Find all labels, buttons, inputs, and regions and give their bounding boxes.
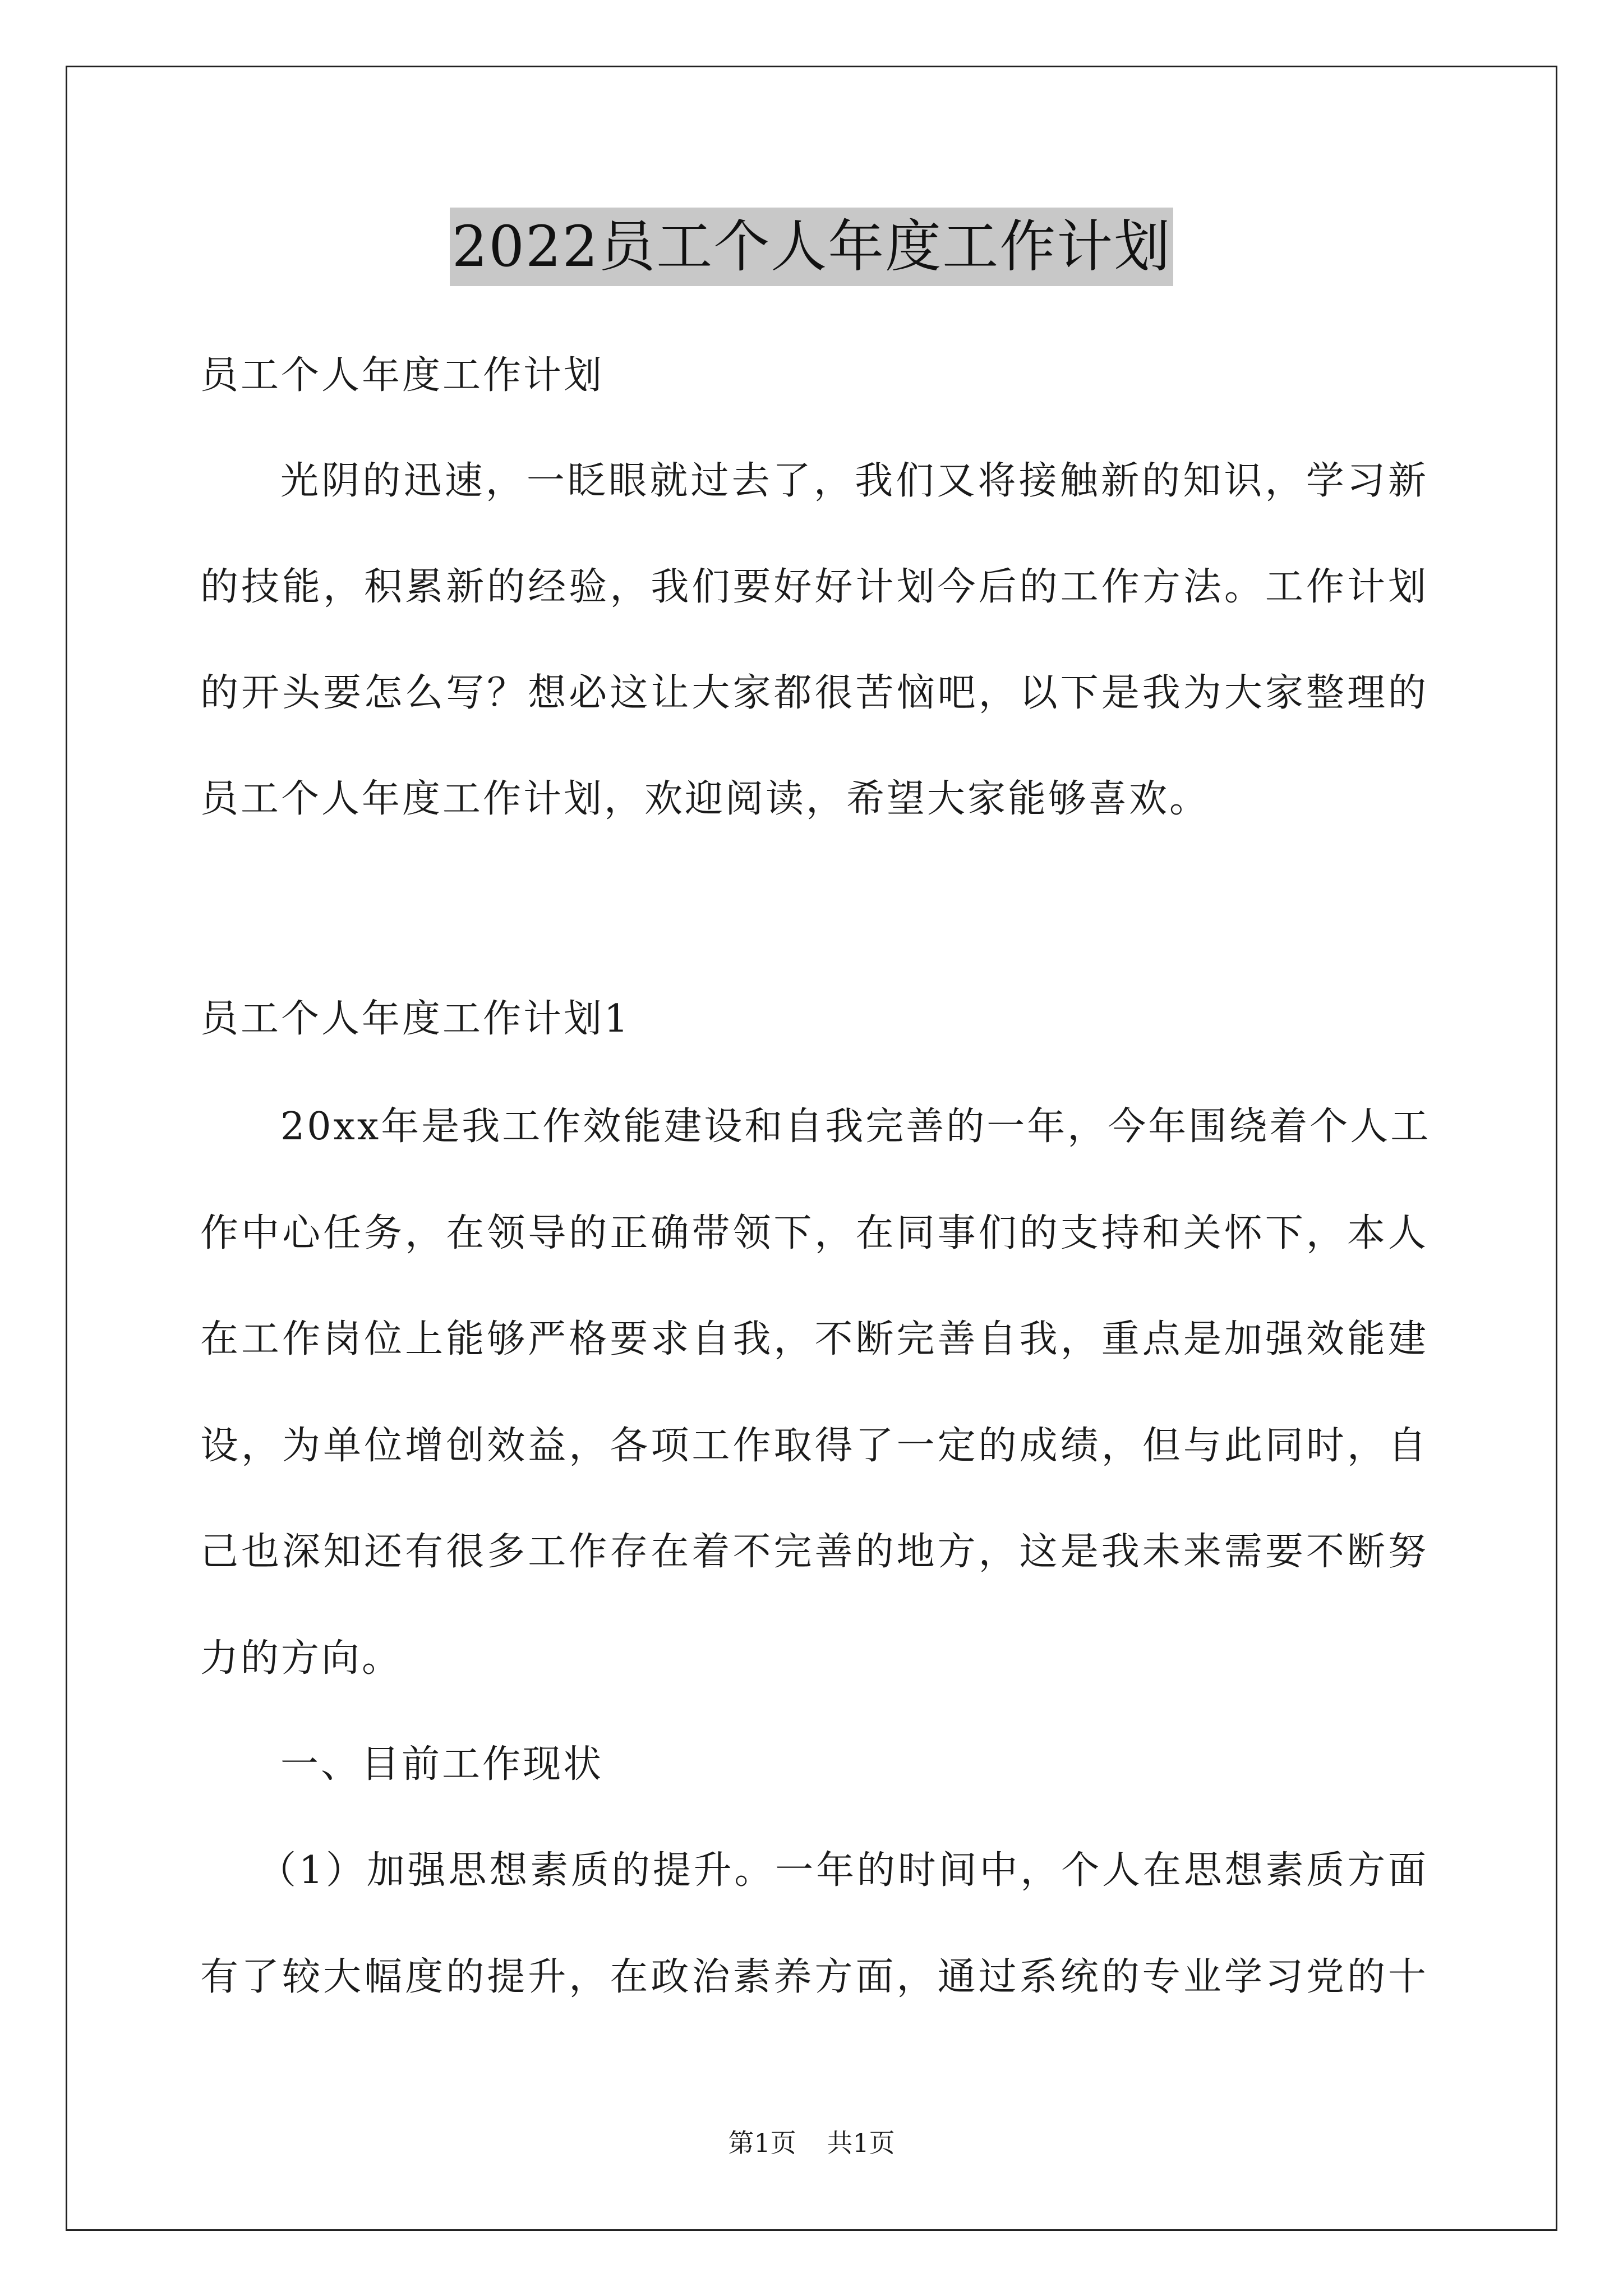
- section-line: 设，为单位增创效益，各项工作取得了一定的成绩，但与此同时，自: [200, 1424, 1428, 1468]
- page-total: 共1页: [827, 2128, 895, 2158]
- intro-line: 光阴的迅速，一眨眼就过去了，我们又将接触新的知识，学习新: [280, 459, 1428, 503]
- document-title: 2022员工个人年度工作计划: [450, 208, 1174, 286]
- item-line: （1）加强思想素质的提升。一年的时间中，个人在思想素质方面: [258, 1848, 1428, 1893]
- item-line: 有了较大幅度的提升，在政治素养方面，通过系统的专业学习党的十: [200, 1955, 1428, 1999]
- section-line: 力的方向。: [200, 1636, 403, 1681]
- intro-line: 的开头要怎么写？想必这让大家都很苦恼吧，以下是我为大家整理的: [200, 671, 1428, 715]
- title-container: [0, 208, 1623, 286]
- section-line: 己也深知还有很多工作存在着不完善的地方，这是我未来需要不断努: [200, 1530, 1428, 1574]
- page-footer: [0, 2126, 1623, 2160]
- section-line: 作中心任务，在领导的正确带领下，在同事们的支持和关怀下，本人: [200, 1211, 1428, 1255]
- intro-line: 员工个人年度工作计划，欢迎阅读，希望大家能够喜欢。: [200, 777, 1210, 821]
- section-line: 20xx年是我工作效能建设和自我完善的一年，今年围绕着个人工: [280, 1105, 1431, 1149]
- section-line: 在工作岗位上能够严格要求自我，不断完善自我，重点是加强效能建: [200, 1317, 1428, 1361]
- subheading: 一、目前工作现状: [280, 1742, 604, 1787]
- section-heading: 员工个人年度工作计划1: [200, 997, 631, 1041]
- intro-line: 的技能，积累新的经验，我们要好好计划今后的工作方法。工作计划: [200, 565, 1428, 609]
- page-number: 第1页: [728, 2128, 796, 2158]
- document-subtitle: 员工个人年度工作计划: [200, 353, 605, 398]
